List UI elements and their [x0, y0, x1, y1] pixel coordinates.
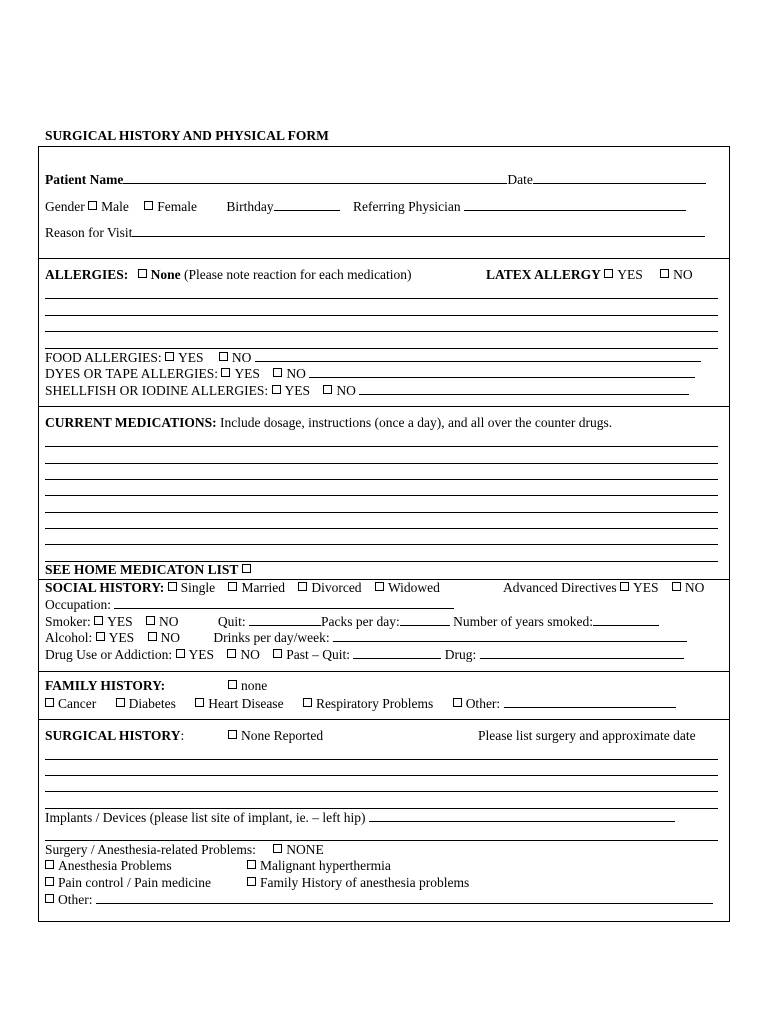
male-checkbox[interactable] [88, 201, 97, 210]
surgical-history-colon: : [180, 728, 185, 743]
food-yes-label: YES [178, 350, 204, 365]
shellfish-no-label: NO [336, 383, 356, 398]
years-smoked-field[interactable] [593, 613, 659, 626]
family-other-label: Other: [465, 696, 501, 711]
implants-row [45, 809, 675, 826]
patient-name-label: Patient Name [45, 172, 124, 187]
family-history-heading: FAMILY HISTORY: [45, 678, 166, 693]
birthday-label: Birthday [226, 199, 274, 214]
allergies-note: (Please note reaction for each medication) [184, 267, 412, 282]
packs-field[interactable] [400, 613, 450, 626]
advanced-directives-label: Advanced Directives [503, 580, 617, 595]
married-label: Married [241, 580, 285, 595]
none-reported-checkbox[interactable] [228, 730, 237, 739]
advanced-no-checkbox[interactable] [672, 582, 681, 591]
implants-label: Implants / Devices (please list site of implant, ie. – left hip) [45, 810, 366, 825]
pain-control-checkbox[interactable] [45, 877, 54, 886]
home-med-list-row [45, 562, 255, 578]
birthday-field[interactable] [274, 198, 340, 211]
social-history-heading: SOCIAL HISTORY: [45, 580, 165, 595]
date-field[interactable] [533, 171, 706, 184]
surgery-entry-line[interactable] [45, 791, 718, 792]
reason-field[interactable] [132, 224, 705, 237]
page-title: SURGICAL HISTORY AND PHYSICAL FORM [45, 128, 329, 143]
quit-field[interactable] [249, 613, 321, 626]
anesthesia-other-checkbox[interactable] [45, 894, 54, 903]
surgery-entry-line[interactable] [45, 759, 718, 760]
social-history-row [45, 580, 440, 596]
dyes-yes-checkbox[interactable] [221, 368, 230, 377]
drug-no-checkbox[interactable] [227, 649, 236, 658]
latex-label: LATEX ALLERGY [486, 267, 601, 282]
section-divider [38, 258, 730, 259]
medication-entry-line[interactable] [45, 528, 718, 529]
family-none-label: none [241, 678, 268, 693]
divorced-label: Divorced [311, 580, 362, 595]
latex-yes-label: YES [617, 267, 643, 282]
family-anesthesia-row [247, 875, 469, 891]
smoker-yes-label: YES [107, 614, 133, 629]
allergies-none-checkbox[interactable] [138, 269, 147, 278]
patient-name-field[interactable] [123, 171, 507, 184]
family-history-row [45, 678, 165, 694]
malignant-row [247, 858, 391, 874]
female-label: Female [157, 199, 197, 214]
cancer-checkbox[interactable] [45, 698, 54, 707]
pain-control-label: Pain control / Pain medicine [58, 875, 211, 890]
dyes-no-checkbox[interactable] [273, 368, 282, 377]
quit-label: Quit: [217, 614, 246, 629]
pain-control-row [45, 875, 211, 891]
home-med-list-label: SEE HOME MEDICATON LIST [45, 562, 239, 577]
patient-name-row [45, 171, 706, 188]
family-anesthesia-label: Family History of anesthesia problems [260, 875, 470, 890]
food-no-checkbox[interactable] [219, 352, 228, 361]
respiratory-label: Respiratory Problems [315, 696, 434, 711]
drug-past-checkbox[interactable] [273, 649, 282, 658]
shellfish-yes-label: YES [284, 383, 311, 398]
drug-yes-checkbox[interactable] [176, 649, 185, 658]
drinks-field[interactable] [333, 629, 687, 642]
latex-row [486, 267, 693, 283]
dyes-yes-label: YES [234, 366, 260, 381]
gender-label: Gender [45, 199, 85, 214]
respiratory-checkbox[interactable] [303, 698, 312, 707]
smoker-no-checkbox[interactable] [146, 616, 155, 625]
occupation-row [45, 596, 454, 613]
anesthesia-problems-checkbox[interactable] [45, 860, 54, 869]
shellfish-no-checkbox[interactable] [323, 385, 332, 394]
shellfish-yes-checkbox[interactable] [272, 385, 281, 394]
home-med-list-checkbox[interactable] [242, 564, 251, 573]
packs-label: Packs per day: [321, 614, 400, 629]
medication-entry-line[interactable] [45, 544, 718, 545]
none-reported-row [228, 728, 323, 744]
medication-entry-line[interactable] [45, 463, 718, 464]
smoker-no-label: NO [159, 614, 179, 629]
shellfish-allergies-field[interactable] [359, 382, 689, 395]
medications-row [45, 415, 612, 431]
medication-entry-line[interactable] [45, 495, 718, 496]
drug-use-row [45, 646, 684, 663]
married-checkbox[interactable] [228, 582, 237, 591]
malignant-hyperthermia-checkbox[interactable] [247, 860, 256, 869]
allergies-none-label: None [150, 267, 181, 282]
allergies-row [45, 267, 412, 283]
single-checkbox[interactable] [168, 582, 177, 591]
food-no-label: NO [231, 350, 252, 365]
alcohol-row [45, 629, 687, 646]
advanced-no-label: NO [684, 580, 705, 595]
family-anesthesia-checkbox[interactable] [247, 877, 256, 886]
shellfish-allergies-row [45, 382, 689, 399]
drug-field-label: Drug: [444, 647, 477, 662]
anesthesia-other-row [45, 891, 713, 908]
food-allergies-field[interactable] [255, 349, 701, 362]
surgical-history-heading: SURGICAL HISTORY [45, 728, 181, 743]
food-yes-checkbox[interactable] [165, 352, 174, 361]
dyes-allergies-row [45, 365, 695, 382]
occupation-label: Occupation: [45, 597, 111, 612]
smoker-label: Smoker: [45, 614, 91, 629]
advanced-directives-row [503, 580, 704, 596]
malignant-hyperthermia-label: Malignant hyperthermia [260, 858, 391, 873]
surgery-instruction: Please list surgery and approximate date [478, 728, 696, 743]
drug-yes-label: YES [188, 647, 215, 662]
allergies-heading: ALLERGIES: [45, 267, 129, 282]
section-divider [38, 406, 730, 407]
dyes-allergies-field[interactable] [309, 365, 695, 378]
drug-past-quit-field[interactable] [353, 646, 441, 659]
advanced-yes-label: YES [632, 580, 659, 595]
divorced-checkbox[interactable] [298, 582, 307, 591]
dyes-no-label: NO [286, 366, 306, 381]
drug-use-label: Drug Use or Addiction: [45, 647, 173, 662]
anesthesia-heading: Surgery / Anesthesia-related Problems: [45, 842, 256, 857]
shellfish-allergies-label: SHELLFISH OR IODINE ALLERGIES: [45, 383, 269, 398]
family-none-checkbox[interactable] [228, 680, 237, 689]
alcohol-label: Alcohol: [45, 630, 93, 645]
alcohol-yes-label: YES [108, 630, 135, 645]
smoker-yes-checkbox[interactable] [94, 616, 103, 625]
drug-field[interactable] [480, 646, 684, 659]
section-divider [38, 719, 730, 720]
years-smoked-label: Number of years smoked: [453, 614, 593, 629]
medication-entry-line[interactable] [45, 446, 718, 447]
gender-row [45, 198, 686, 215]
latex-no-checkbox[interactable] [660, 269, 669, 278]
family-none-row [228, 678, 267, 694]
smoker-row [45, 613, 659, 630]
widowed-label: Widowed [387, 580, 440, 595]
family-conditions-row [45, 695, 676, 712]
medication-entry-line[interactable] [45, 512, 718, 513]
surgery-entry-line[interactable] [45, 775, 718, 776]
allergy-entry-line[interactable] [45, 298, 718, 299]
family-other-field[interactable] [504, 695, 676, 708]
medications-heading: CURRENT MEDICATIONS: [45, 415, 217, 430]
occupation-field[interactable] [114, 596, 454, 609]
drinks-label: Drinks per day/week: [213, 630, 330, 645]
allergy-entry-line[interactable] [45, 331, 718, 332]
anesthesia-problems-label: Anesthesia Problems [58, 858, 172, 873]
none-reported-label: None Reported [241, 728, 324, 743]
reason-row [45, 224, 705, 241]
anesthesia-other-label: Other: [58, 892, 93, 907]
anesthesia-other-field[interactable] [96, 891, 713, 904]
medications-note: Include dosage, instructions (once a day), and all over the counter drugs. [220, 415, 613, 430]
cancer-label: Cancer [58, 696, 97, 711]
referring-physician-field[interactable] [464, 198, 686, 211]
food-allergies-label: FOOD ALLERGIES: [45, 350, 162, 365]
implants-field[interactable] [369, 809, 675, 822]
dyes-allergies-label: DYES OR TAPE ALLERGIES: [45, 366, 219, 381]
implants-entry-line[interactable] [45, 840, 718, 841]
single-label: Single [180, 580, 216, 595]
alcohol-yes-checkbox[interactable] [96, 632, 105, 641]
anesthesia-problems-row [45, 858, 172, 874]
advanced-yes-checkbox[interactable] [620, 582, 629, 591]
drug-past-quit-label: Past – Quit: [286, 647, 351, 662]
form-box [38, 146, 730, 922]
anesthesia-none-label: NONE [286, 842, 324, 857]
diabetes-checkbox[interactable] [116, 698, 125, 707]
surgical-history-row [45, 728, 184, 744]
male-label: Male [101, 199, 129, 214]
medication-entry-line[interactable] [45, 479, 718, 480]
referring-physician-label: Referring Physician [352, 199, 461, 214]
date-label: Date [507, 172, 533, 187]
anesthesia-none-checkbox[interactable] [273, 844, 282, 853]
food-allergies-row [45, 349, 701, 366]
drug-no-label: NO [240, 647, 260, 662]
reason-label: Reason for Visit [45, 225, 133, 240]
heart-disease-checkbox[interactable] [195, 698, 204, 707]
latex-yes-checkbox[interactable] [604, 269, 613, 278]
anesthesia-heading-row [45, 842, 324, 858]
female-checkbox[interactable] [144, 201, 153, 210]
family-other-checkbox[interactable] [453, 698, 462, 707]
section-divider [38, 671, 730, 672]
heart-disease-label: Heart Disease [208, 696, 284, 711]
alcohol-no-label: NO [160, 630, 181, 645]
allergy-entry-line[interactable] [45, 315, 718, 316]
widowed-checkbox[interactable] [375, 582, 384, 591]
alcohol-no-checkbox[interactable] [148, 632, 157, 641]
diabetes-label: Diabetes [128, 696, 176, 711]
latex-no-label: NO [673, 267, 693, 282]
